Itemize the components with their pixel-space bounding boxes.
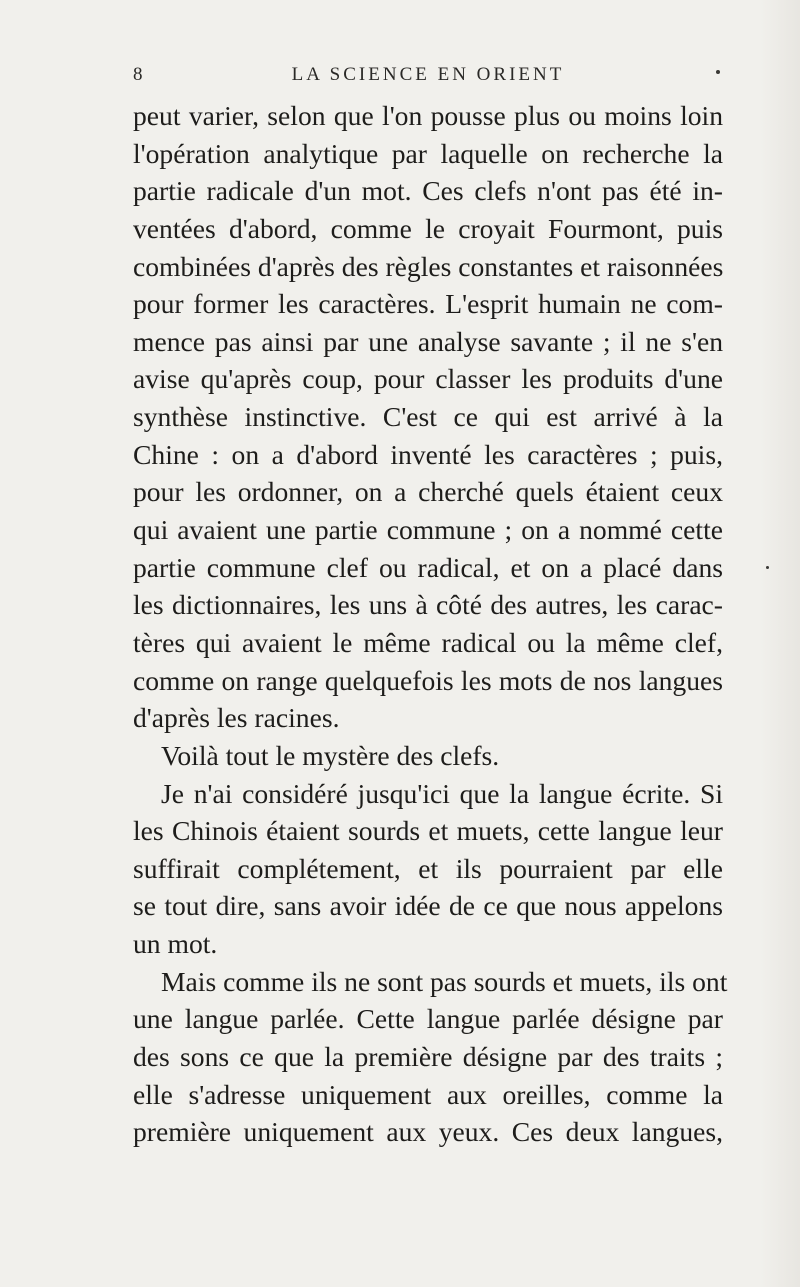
- text-line: synthèse instinctive. C'est ce qui est arrivé à la: [133, 401, 723, 433]
- text-line: Chine : on a d'abord inventé les caractères ; puis,: [133, 438, 723, 470]
- page-number: 8: [133, 64, 146, 85]
- text-line: se tout dire, sans avoir idée de ce que nous appelons: [133, 890, 723, 922]
- text-line: première uniquement aux yeux. Ces deux langues,: [133, 1116, 723, 1148]
- text-line: comme on range quelquefois les mots de nos langues: [133, 664, 723, 696]
- text-line: des sons ce que la première désigne par des traits ;: [133, 1041, 723, 1073]
- text-line: Mais comme ils ne sont pas sourds et muets, ils ont: [161, 965, 728, 997]
- running-title: LA SCIENCE EN ORIENT: [291, 64, 565, 85]
- text-line: partie commune clef ou radical, et on a placé dans: [133, 551, 723, 583]
- text-line: Voilà tout le mystère des clefs.: [161, 739, 500, 771]
- text-line: d'après les racines.: [133, 702, 340, 734]
- text-line: combinées d'après des règles constantes et raisonnées: [133, 250, 724, 282]
- text-line: tères qui avaient le même radical ou la même clef,: [133, 626, 723, 658]
- print-speck: [766, 566, 769, 569]
- text-line: qui avaient une partie commune ; on a nommé cette: [133, 514, 723, 546]
- text-line: elle s'adresse uniquement aux oreilles, comme la: [133, 1078, 723, 1110]
- text-line: pour former les caractères. L'esprit humain ne com-: [133, 288, 723, 320]
- text-line: ventées d'abord, comme le croyait Fourmont, puis: [133, 212, 723, 244]
- text-line: mence pas ainsi par une analyse savante ; il ne s'en: [133, 325, 723, 357]
- page-header: [133, 64, 723, 94]
- body-text: [133, 97, 728, 1151]
- text-line: les dictionnaires, les uns à côté des autres, les carac-: [133, 589, 723, 621]
- text-line: pour les ordonner, on a cherché quels étaient ceux: [133, 476, 723, 508]
- print-speck: [716, 70, 720, 74]
- text-line: peut varier, selon que l'on pousse plus ou moins loin: [133, 100, 723, 131]
- text-line: l'opération analytique par laquelle on recherche la: [133, 137, 723, 169]
- text-line: avise qu'après coup, pour classer les produits d'une: [133, 363, 723, 395]
- text-line: partie radicale d'un mot. Ces clefs n'ont pas été in-: [133, 175, 723, 207]
- text-line: suffirait complétement, et ils pourraient par elle: [133, 852, 723, 884]
- text-line: Je n'ai considéré jusqu'ici que la langue écrite. Si: [161, 777, 723, 809]
- text-line: une langue parlée. Cette langue parlée désigne par: [133, 1003, 723, 1035]
- page-edge-shadow: [760, 0, 800, 1287]
- text-line: les Chinois étaient sourds et muets, cette langue leur: [133, 815, 723, 847]
- text-line: un mot.: [133, 928, 218, 960]
